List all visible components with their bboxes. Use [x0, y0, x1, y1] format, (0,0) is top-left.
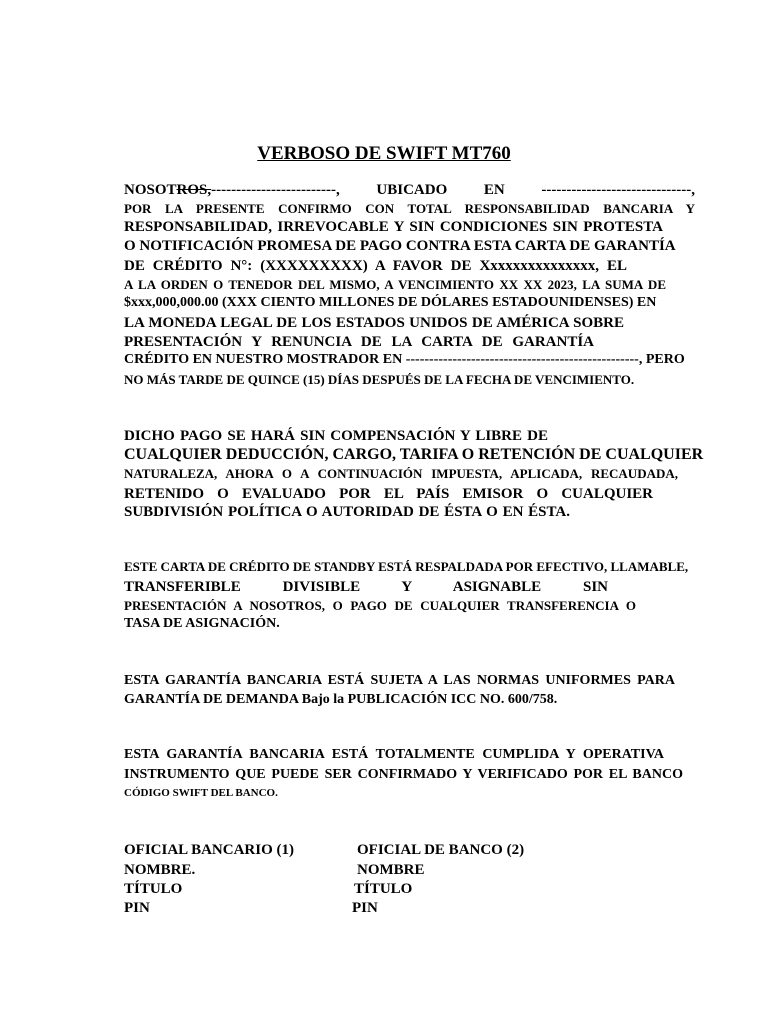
en-label: EN	[483, 182, 505, 198]
para1-line-11: NO MÁS TARDE DE QUINCE (15) DÍAS DESPUÉS DE LA FECHA DE VENCIMIENTO.	[124, 372, 635, 387]
para4-line-2: GARANTÍA DE DEMANDA Bajo la PUBLICACIÓN ICC NO. 600/758.	[124, 692, 558, 707]
signer-2-heading: OFICIAL DE BANCO (2)	[357, 842, 525, 858]
para3-line-4: TASA DE ASIGNACIÓN.	[124, 616, 280, 631]
signer-1-title-label: TÍTULO	[124, 881, 183, 897]
para5-line-1: ESTA GARANTÍA BANCARIA ESTÁ TOTALMENTE CUMPLIDA Y OPERATIVA	[124, 747, 664, 762]
para1-line-1-left: NOSOTROS,-------------------------,	[124, 182, 340, 198]
para1-line-6: A LA ORDEN O TENEDOR DEL MISMO, A VENCIMIENTO XX XX 2023, LA SUMA DE	[124, 277, 666, 292]
para3-line-1: ESTE CARTA DE CRÉDITO DE STANDBY ESTÁ RESPALDADA POR EFECTIVO, LLAMABLE,	[124, 559, 689, 574]
signer-2-name-label: NOMBRE	[357, 862, 425, 878]
para5-line-3: CÓDIGO SWIFT DEL BANCO.	[124, 787, 278, 799]
para1-line-3: RESPONSABILIDAD, IRREVOCABLE Y SIN CONDICIONES SIN PROTESTA	[124, 219, 663, 235]
para2-line-2: CUALQUIER DEDUCCIÓN, CARGO, TARIFA O RETENCIÓN DE CUALQUIER	[124, 446, 704, 463]
para1-line-8: LA MONEDA LEGAL DE LOS ESTADOS UNIDOS DE AMÉRICA SOBRE	[124, 315, 624, 331]
para2-line-5: SUBDIVISIÓN POLÍTICA O AUTORIDAD DE ÉSTA O EN ÉSTA.	[124, 504, 570, 520]
para2-line-4: RETENIDO O EVALUADO POR EL PAÍS EMISOR O CUALQUIER	[124, 486, 653, 502]
document-title: VERBOSO DE SWIFT MT760	[257, 143, 511, 164]
location-blank: ------------------------------,	[541, 182, 695, 198]
para3-line-2: TRANSFERIBLE DIVISIBLE Y ASIGNABLE SIN	[124, 579, 608, 595]
para2-line-1: DICHO PAGO SE HARÁ SIN COMPENSACIÓN Y LIBRE DE	[124, 428, 548, 444]
para4-line-1: ESTA GARANTÍA BANCARIA ESTÁ SUJETA A LAS NORMAS UNIFORMES PARA	[124, 673, 675, 688]
para1-line-2: POR LA PRESENTE CONFIRMO CON TOTAL RESPONSABILIDAD BANCARIA Y	[124, 201, 695, 216]
signer-2-title-label: TÍTULO	[354, 881, 413, 897]
signer-1-pin-label: PIN	[124, 900, 150, 916]
para1-line-5: DE CRÉDITO N°: (XXXXXXXXX) A FAVOR DE Xxxxxxxxxxxxxxx, EL	[124, 258, 627, 274]
para2-line-3: NATURALEZA, AHORA O A CONTINUACIÓN IMPUESTA, APLICADA, RECAUDADA,	[124, 466, 678, 481]
para1-line-1	[124, 182, 695, 199]
para1-line-10	[124, 352, 699, 368]
para1-line-10-text: CRÉDITO EN NUESTRO MOSTRADOR EN --------------------------------------------------, PERO	[124, 352, 685, 367]
para5-line-2: INSTRUMENTO QUE PUEDE SER CONFIRMADO Y VERIFICADO POR EL BANCO	[124, 767, 683, 782]
signer-2-pin-label: PIN	[352, 900, 378, 916]
signer-1-name-label: NOMBRE.	[124, 862, 196, 878]
para1-line-4: O NOTIFICACIÓN PROMESA DE PAGO CONTRA ESTA CARTA DE GARANTÍA	[124, 238, 676, 254]
para1-line-9: PRESENTACIÓN Y RENUNCIA DE LA CARTA DE GARANTÍA	[124, 334, 594, 350]
para1-line-7: $xxx,000,000.00 (XXX CIENTO MILLONES DE DÓLARES ESTADOUNIDENSES) EN	[124, 295, 657, 310]
signer-1-heading: OFICIAL BANCARIO (1)	[124, 842, 295, 858]
para3-line-3: PRESENTACIÓN A NOSOTROS, O PAGO DE CUALQUIER TRANSFERENCIA O	[124, 598, 636, 613]
ubicado-label: UBICADO	[376, 182, 448, 198]
